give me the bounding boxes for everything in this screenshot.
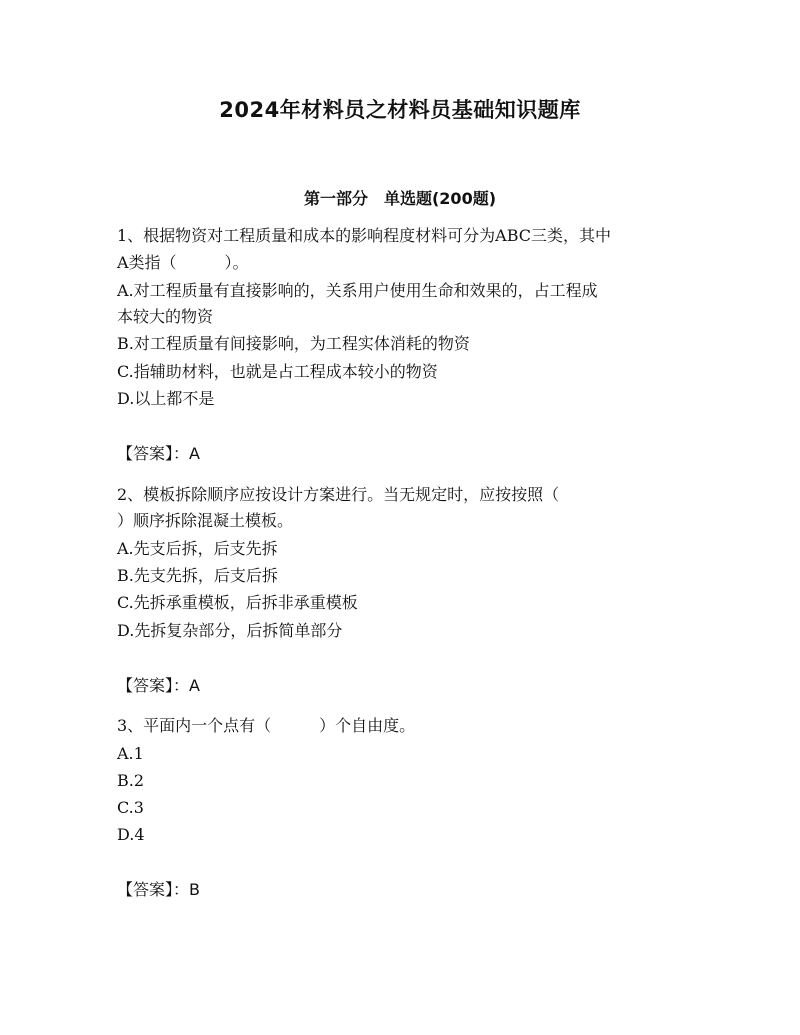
question-1-option-b: B.对工程质量有间接影响，为工程实体消耗的物资 — [117, 334, 470, 353]
document-title: 2024年材料员之材料员基础知识题库 — [219, 98, 581, 122]
question-3-option-b: B.2 — [117, 771, 145, 790]
question-2-option-d: D.先拆复杂部分，后拆简单部分 — [117, 621, 343, 640]
question-2-option-c: C.先拆承重模板，后拆非承重模板 — [117, 593, 358, 612]
question-3-option-d: D.4 — [117, 825, 145, 844]
question-1-stem-line-1: 1、根据物资对工程质量和成本的影响程度材料可分为ABC三类，其中 — [117, 226, 612, 245]
question-3-option-c: C.3 — [117, 798, 144, 817]
question-1-stem-line-2: A类指（ ）。 — [117, 253, 249, 272]
question-2-answer: 【答案】：A — [117, 676, 200, 695]
question-3-stem-line-1: 3、平面内一个点有（ ）个自由度。 — [117, 716, 416, 735]
question-1-option-d: D.以上都不是 — [117, 389, 215, 408]
question-2-stem-line-1: 2、模板拆除顺序应按设计方案进行。当无规定时，应按按照（ — [117, 485, 560, 504]
question-1-answer: 【答案】：A — [117, 444, 200, 463]
section-title: 第一部分 单选题(200题) — [303, 189, 497, 208]
question-3-option-a: A.1 — [117, 744, 144, 763]
question-2-option-b: B.先支先拆，后支后拆 — [117, 566, 278, 585]
question-2-stem-line-2: ）顺序拆除混凝土模板。 — [117, 511, 294, 530]
question-2-option-a: A.先支后拆，后支先拆 — [117, 539, 278, 558]
question-1-option-a: A.对工程质量有直接影响的，关系用户使用生命和效果的，占工程成 — [117, 281, 598, 300]
question-1-option-c: C.指辅助材料，也就是占工程成本较小的物资 — [117, 362, 438, 381]
question-1-option-a-cont: 本较大的物资 — [117, 307, 214, 326]
question-3-answer: 【答案】：B — [117, 880, 200, 899]
